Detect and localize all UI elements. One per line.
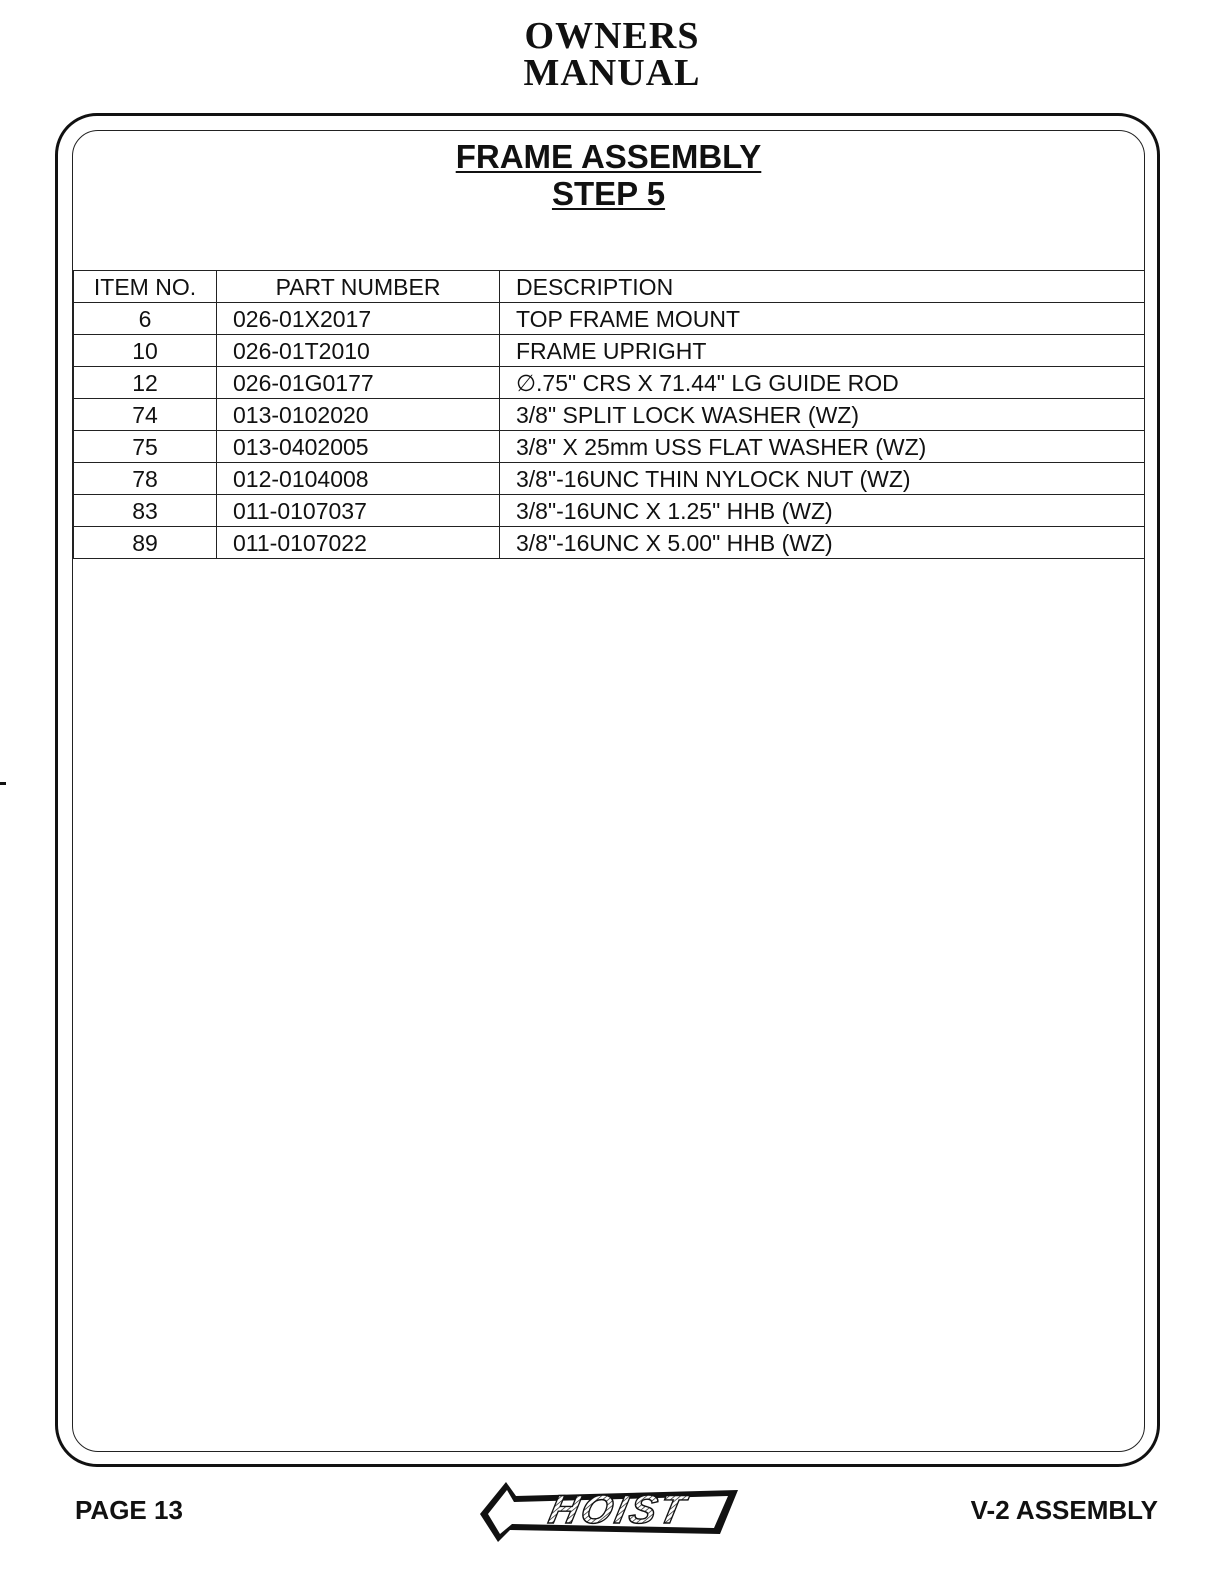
table-row [74, 399, 1145, 431]
section-subtitle: STEP 5 [551, 175, 666, 212]
item-no-cell: 74 [74, 399, 217, 431]
table-row [74, 495, 1145, 527]
description-cell: TOP FRAME MOUNT [500, 303, 1145, 335]
item-no-cell: 78 [74, 463, 217, 495]
manual-title-line2: MANUAL [523, 52, 701, 94]
table-row [74, 335, 1145, 367]
table-row [74, 527, 1145, 559]
part-number-cell: 011-0107037 [217, 495, 500, 527]
column-header-part-number: PART NUMBER [217, 271, 500, 303]
manual-title [0, 15, 1224, 94]
section-title: FRAME ASSEMBLY [455, 138, 762, 175]
column-header-item-no: ITEM NO. [74, 271, 217, 303]
table-row [74, 367, 1145, 399]
table-header-row [74, 271, 1145, 303]
margin-mark [0, 782, 6, 785]
part-number-cell: 026-01G0177 [217, 367, 500, 399]
part-number-cell: 011-0107022 [217, 527, 500, 559]
table-row [74, 463, 1145, 495]
item-no-cell: 10 [74, 335, 217, 367]
item-no-cell: 6 [74, 303, 217, 335]
part-number-cell: 026-01X2017 [217, 303, 500, 335]
description-cell: 3/8"-16UNC THIN NYLOCK NUT (WZ) [500, 463, 1145, 495]
description-cell: 3/8" SPLIT LOCK WASHER (WZ) [500, 399, 1145, 431]
description-cell: ∅.75" CRS X 71.44" LG GUIDE ROD [500, 367, 1145, 399]
item-no-cell: 83 [74, 495, 217, 527]
item-no-cell: 89 [74, 527, 217, 559]
hoist-logo [476, 1474, 748, 1546]
item-no-cell: 12 [74, 367, 217, 399]
manual-title-line1: OWNERS [524, 15, 700, 57]
part-number-cell: 026-01T2010 [217, 335, 500, 367]
description-cell: FRAME UPRIGHT [500, 335, 1145, 367]
section-label: V-2 ASSEMBLY [970, 1495, 1158, 1525]
parts-table [73, 270, 1145, 559]
page-number: PAGE 13 [75, 1495, 183, 1525]
description-cell: 3/8"-16UNC X 1.25" HHB (WZ) [500, 495, 1145, 527]
column-header-description: DESCRIPTION [500, 271, 1145, 303]
description-cell: 3/8" X 25mm USS FLAT WASHER (WZ) [500, 431, 1145, 463]
description-cell: 3/8"-16UNC X 5.00" HHB (WZ) [500, 527, 1145, 559]
table-row [74, 431, 1145, 463]
part-number-cell: 013-0102020 [217, 399, 500, 431]
item-no-cell: 75 [74, 431, 217, 463]
table-row [74, 303, 1145, 335]
part-number-cell: 013-0402005 [217, 431, 500, 463]
logo-text: HOIST [545, 1486, 692, 1532]
part-number-cell: 012-0104008 [217, 463, 500, 495]
section-heading [72, 138, 1145, 212]
